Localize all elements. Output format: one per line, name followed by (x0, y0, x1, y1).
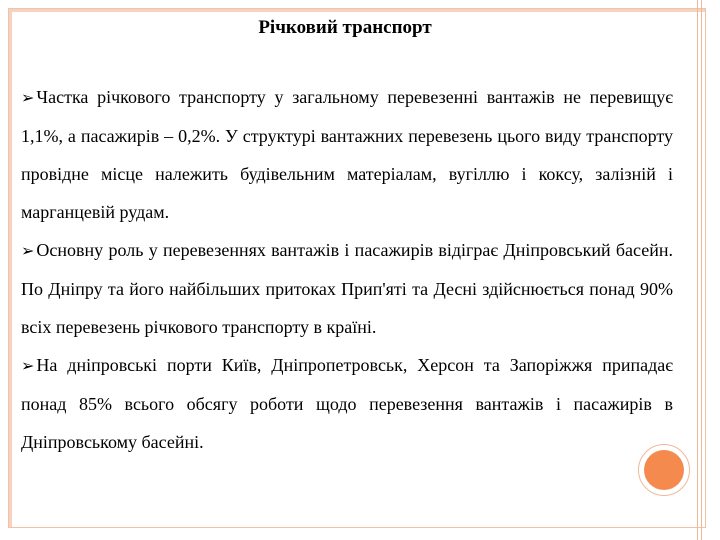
slide-title: Річковий транспорт (258, 17, 432, 38)
arrow-bullet-icon: ➢ (21, 356, 35, 375)
bullet-item (21, 78, 673, 231)
arrow-bullet-icon: ➢ (21, 241, 35, 260)
decorative-vertical-line-2 (701, 0, 702, 540)
slide-content (21, 78, 673, 461)
bullet-item (21, 346, 673, 461)
bullet-text: Частка річкового транспорту у загальному перевезенні вантажів не перевищує 1,1%, а пасажирів – 0,2%. У структурі вантажних перевезень цього виду транспорту провідне місце належить будівельним матеріалам, вугіллю і коксу, залізній і марганцевій рудам. (21, 87, 673, 222)
decorative-vertical-line (697, 0, 698, 540)
bullet-item (21, 231, 673, 346)
bullet-text: На дніпровські порти Київ, Дніпропетровськ, Херсон та Запоріжжя припадає понад 85% всього обсягу роботи щодо перевезення вантажів і пасажирів в Дніпровському басейні. (21, 355, 673, 452)
bullet-text: Основну роль у перевезеннях вантажів і пасажирів відіграє Дніпровський басейн. По Дніпру та його найбільших притоках Прип'яті та Десні здійснюється понад 90% всіх перевезень річкового транспорту в країні. (21, 240, 673, 337)
arrow-bullet-icon: ➢ (21, 88, 35, 107)
